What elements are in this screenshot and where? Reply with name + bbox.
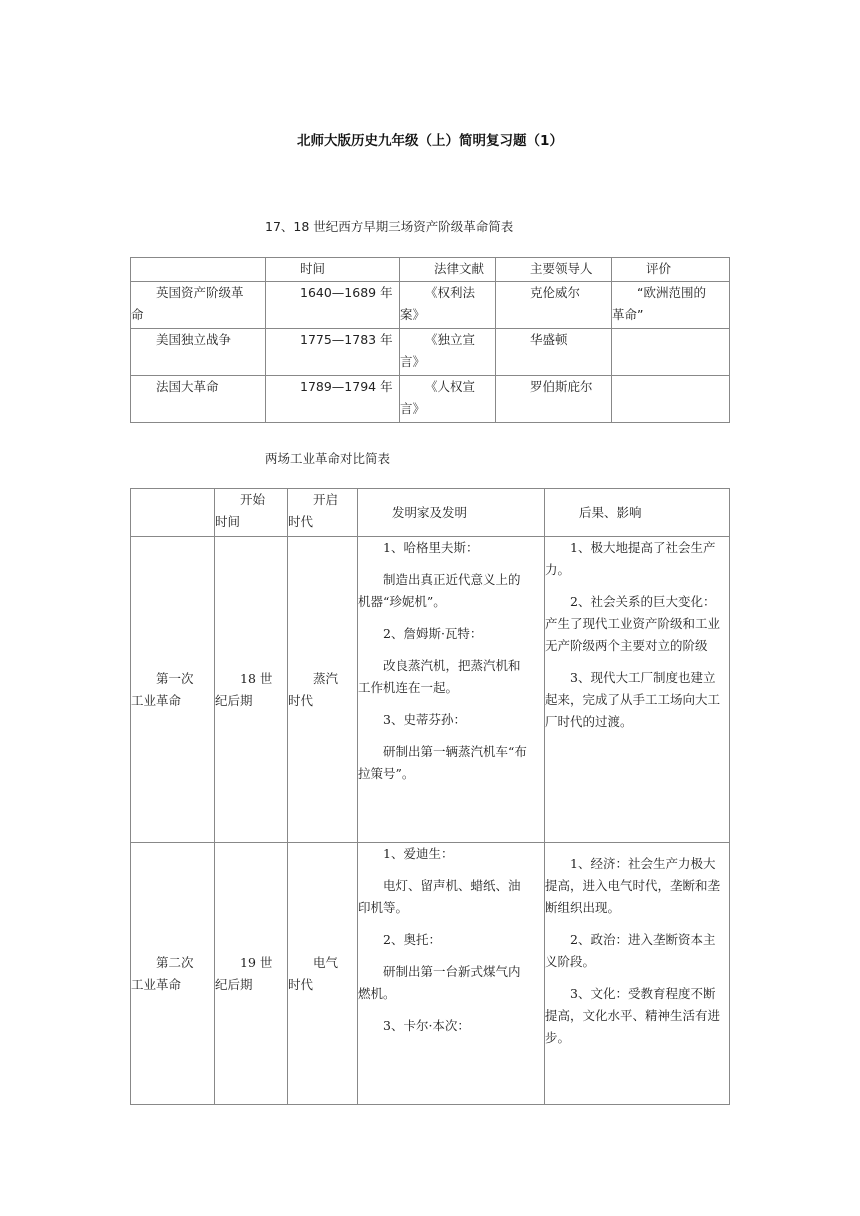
table2-caption: 两场工业革命对比简表 — [265, 451, 391, 466]
row-name-cont: 工业革命 — [131, 692, 182, 708]
effect-line: 断组织出现。 — [545, 900, 621, 915]
effect-line: 无产阶级两个主要对立的阶级 — [545, 638, 708, 653]
row-inventors-cell — [358, 537, 545, 843]
row-era-cont: 时代 — [288, 976, 314, 992]
row-document-cell — [400, 329, 496, 376]
effect-line: 步。 — [545, 1030, 571, 1045]
invention-line: 制造出真正近代意义上的 — [383, 572, 521, 587]
table-row — [131, 843, 730, 1105]
row-name-cont: 工业革命 — [131, 976, 182, 992]
header-effects-label: 后果、影响 — [579, 504, 642, 520]
table-header-row — [131, 489, 730, 537]
table-row — [131, 376, 730, 423]
header-cell-time — [266, 258, 400, 282]
header-cell-empty — [131, 258, 266, 282]
invention-line: 印机等。 — [358, 900, 409, 915]
row-start: 19 世 — [240, 954, 273, 970]
table-row — [131, 282, 730, 329]
row-document: 《人权宣 — [425, 379, 476, 394]
row-leader: 华盛顿 — [530, 332, 568, 347]
industrial-revolutions-table — [130, 488, 730, 1105]
row-start-cont: 纪后期 — [215, 692, 253, 708]
inventor-line: 1、爱迪生： — [383, 846, 454, 861]
effect-line: 3、现代大工厂制度也建立 — [570, 670, 716, 685]
row-evaluation: “欧洲范围的 — [637, 285, 706, 300]
row-name-cell — [131, 282, 266, 329]
row-effects-cell — [545, 537, 730, 843]
inventor-line: 2、奥托： — [383, 932, 441, 947]
row-name-cell — [131, 329, 266, 376]
invention-line: 研制出第一辆蒸汽机车“布 — [383, 744, 527, 759]
header-leader-label: 主要领导人 — [530, 261, 593, 276]
header-cell-document — [400, 258, 496, 282]
row-evaluation-cell — [612, 282, 730, 329]
row-document-cell — [400, 376, 496, 423]
inventor-line: 3、卡尔·本次： — [383, 1018, 470, 1033]
invention-line: 电灯、留声机、蜡纸、油 — [383, 878, 521, 893]
header-cell-leader — [496, 258, 612, 282]
row-name: 第一次 — [156, 670, 194, 686]
row-time-cell — [266, 282, 400, 329]
header-cell-inventors — [358, 489, 545, 537]
inventor-line: 3、史蒂芬孙： — [383, 712, 466, 727]
row-name-cont: 命 — [131, 307, 144, 322]
document-title: 北师大版历史九年级（上）简明复习题（1） — [297, 133, 563, 149]
effect-line: 义阶段。 — [545, 954, 596, 969]
effect-line: 3、文化：受教育程度不断 — [570, 986, 716, 1001]
row-start-cell — [215, 843, 288, 1105]
row-name-cell — [131, 537, 215, 843]
effect-line: 厂时代的过渡。 — [545, 714, 633, 729]
effect-line: 1、经济：社会生产力极大 — [570, 856, 716, 871]
effect-line: 2、社会关系的巨大变化： — [570, 594, 716, 609]
row-start: 18 世 — [240, 670, 273, 686]
row-era-cell — [288, 537, 358, 843]
row-document-cont: 案》 — [400, 307, 426, 322]
header-cell-effects — [545, 489, 730, 537]
row-name: 美国独立战争 — [156, 332, 232, 347]
row-start-cell — [215, 537, 288, 843]
row-document: 《权利法 — [425, 285, 476, 300]
row-leader-cell — [496, 376, 612, 423]
row-time-cell — [266, 329, 400, 376]
inventor-line: 1、哈格里夫斯： — [383, 540, 479, 555]
header-cell-era — [288, 489, 358, 537]
row-time: 1789—1794 年 — [300, 379, 393, 394]
row-evaluation-cell — [612, 376, 730, 423]
row-name: 英国资产阶级革 — [156, 285, 244, 300]
header-start-label: 开始 — [240, 492, 266, 507]
invention-line: 研制出第一台新式煤气内 — [383, 964, 521, 979]
header-time-label: 时间 — [300, 261, 326, 276]
row-era: 蒸汽 — [313, 670, 339, 686]
row-era: 电气 — [313, 954, 339, 970]
invention-line: 改良蒸汽机，把蒸汽机和 — [383, 658, 521, 673]
row-name: 第二次 — [156, 954, 194, 970]
invention-line: 燃机。 — [358, 986, 396, 1001]
row-name-cell — [131, 843, 215, 1105]
row-inventors-cell — [358, 843, 545, 1105]
effect-line: 起来，完成了从手工工场向大工 — [545, 692, 721, 707]
header-era-label-cont: 时代 — [288, 514, 314, 529]
effect-line: 提高，文化水平、精神生活有进 — [545, 1008, 721, 1023]
effect-line: 1、极大地提高了社会生产 — [570, 540, 716, 555]
invention-line: 工作机连在一起。 — [358, 680, 459, 695]
row-effects-cell — [545, 843, 730, 1105]
row-leader-cell — [496, 282, 612, 329]
table-header-row — [131, 258, 730, 282]
header-evaluation-label: 评价 — [646, 261, 672, 276]
row-time: 1775—1783 年 — [300, 332, 393, 347]
row-document-cont: 言》 — [400, 354, 426, 369]
row-name-cell — [131, 376, 266, 423]
effect-line: 力。 — [545, 562, 571, 577]
row-evaluation-cont: 革命” — [612, 307, 644, 322]
inventor-line: 2、詹姆斯·瓦特： — [383, 626, 483, 641]
revolutions-table — [130, 257, 730, 423]
row-evaluation-cell — [612, 329, 730, 376]
header-cell-evaluation — [612, 258, 730, 282]
header-document-label: 法律文献 — [434, 261, 485, 276]
row-start-cont: 纪后期 — [215, 976, 253, 992]
row-name: 法国大革命 — [156, 379, 219, 394]
table-row — [131, 329, 730, 376]
header-start-label-cont: 时间 — [215, 514, 241, 529]
table1-caption: 17、18 世纪西方早期三场资产阶级革命简表 — [265, 219, 514, 234]
row-leader-cell — [496, 329, 612, 376]
effect-line: 产生了现代工业资产阶级和工业 — [545, 616, 721, 631]
effect-line: 提高，进入电气时代，垄断和垄 — [545, 878, 721, 893]
row-leader: 克伦威尔 — [530, 285, 581, 300]
invention-line: 拉策号”。 — [358, 766, 415, 781]
row-leader: 罗伯斯庇尔 — [530, 379, 593, 394]
row-time-cell — [266, 376, 400, 423]
header-cell-empty — [131, 489, 215, 537]
row-era-cell — [288, 843, 358, 1105]
header-cell-start — [215, 489, 288, 537]
row-era-cont: 时代 — [288, 692, 314, 708]
invention-line: 机器“珍妮机”。 — [358, 594, 446, 609]
header-era-label: 开启 — [313, 492, 339, 507]
header-inventors-label: 发明家及发明 — [392, 504, 468, 520]
row-document: 《独立宣 — [425, 332, 476, 347]
row-time: 1640—1689 年 — [300, 285, 393, 300]
row-document-cont: 言》 — [400, 401, 426, 416]
table-row — [131, 537, 730, 843]
effect-line: 2、政治：进入垄断资本主 — [570, 932, 716, 947]
row-document-cell — [400, 282, 496, 329]
